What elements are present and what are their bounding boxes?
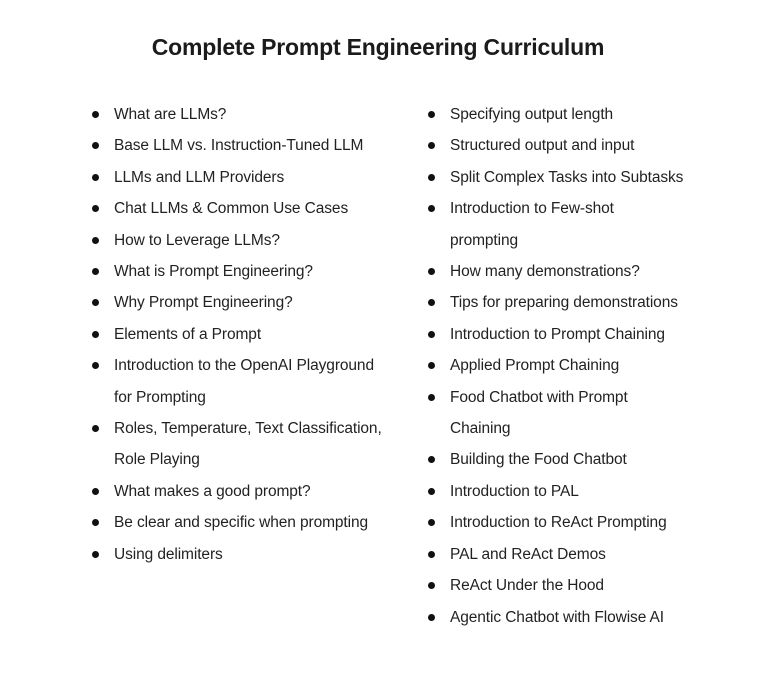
bullet-icon	[428, 331, 435, 338]
list-item-label: What is Prompt Engineering?	[114, 263, 313, 281]
page-title: Complete Prompt Engineering Curriculum	[151, 34, 605, 60]
list-item	[92, 130, 392, 161]
list-item-label: Elements of a Prompt	[114, 325, 262, 343]
bullet-icon	[92, 362, 99, 369]
list-item-label: What makes a good prompt?	[114, 482, 311, 500]
bullet-icon	[92, 299, 99, 306]
bullet-icon	[428, 488, 435, 495]
list-item-label: Why Prompt Engineering?	[114, 294, 293, 312]
list-item-label: Introduction to ReAct Prompting	[450, 514, 667, 532]
list-item-label: Structured output and input	[450, 137, 635, 155]
list-item	[428, 539, 758, 570]
list-item-label: Introduction to PAL	[450, 482, 579, 500]
curriculum-list-left	[92, 99, 392, 570]
bullet-icon	[428, 582, 435, 589]
bullet-icon	[428, 394, 435, 401]
list-item-label: Split Complex Tasks into Subtasks	[450, 168, 684, 186]
bullet-icon	[92, 268, 99, 275]
list-item-label: Roles, Temperature, Text Classification, Role Playing	[114, 420, 382, 469]
list-item-label: Specifying output length	[450, 106, 614, 123]
list-item-label: How to Leverage LLMs?	[114, 231, 280, 249]
bullet-icon	[428, 142, 435, 149]
bullet-icon	[428, 268, 435, 275]
list-item-label: Food Chatbot with Prompt Chaining	[450, 388, 628, 438]
list-item	[92, 319, 392, 350]
list-item	[92, 413, 392, 476]
list-item	[92, 476, 392, 507]
list-item	[428, 507, 758, 538]
list-item	[428, 287, 758, 318]
bullet-icon	[428, 519, 435, 526]
bullet-icon	[428, 551, 435, 558]
list-item-label: PAL and ReAct Demos	[450, 545, 606, 563]
bullet-icon	[428, 174, 435, 181]
list-item	[92, 350, 392, 413]
list-item	[92, 256, 392, 287]
list-item-label: How many demonstrations?	[450, 263, 640, 281]
list-item-label: What are LLMs?	[114, 106, 227, 123]
bullet-icon	[428, 299, 435, 306]
bullet-icon	[92, 142, 99, 149]
bullet-icon	[92, 205, 99, 212]
bullet-icon	[428, 456, 435, 463]
list-item-label: Be clear and specific when prompting	[114, 514, 369, 532]
list-item-label: LLMs and LLM Providers	[114, 168, 285, 186]
list-item	[92, 539, 392, 570]
list-item	[428, 382, 665, 445]
list-item	[428, 570, 758, 601]
bullet-icon	[92, 519, 99, 526]
bullet-icon	[428, 614, 435, 621]
bullet-icon	[92, 425, 99, 432]
list-item	[428, 193, 665, 256]
list-item	[428, 476, 758, 507]
bullet-icon	[428, 205, 435, 212]
list-item	[428, 256, 758, 287]
bullet-icon	[92, 488, 99, 495]
list-item	[428, 162, 758, 193]
list-item-label: Base LLM vs. Instruction-Tuned LLM	[114, 137, 364, 155]
bullet-icon	[92, 551, 99, 558]
list-item-label: Chat LLMs & Common Use Cases	[114, 200, 349, 218]
list-item-label: Introduction to Prompt Chaining	[450, 325, 665, 343]
curriculum-list-right	[428, 99, 758, 633]
bullet-icon	[92, 111, 99, 118]
list-item	[428, 130, 758, 161]
list-item-label: Introduction to the OpenAI Playground for Prompting	[114, 357, 374, 406]
list-item	[428, 99, 758, 130]
list-item	[92, 225, 392, 256]
list-item	[92, 193, 392, 224]
list-item	[92, 507, 392, 538]
bullet-icon	[92, 174, 99, 181]
list-item-label: Applied Prompt Chaining	[450, 357, 620, 375]
list-item-label: Building the Food Chatbot	[450, 451, 627, 469]
list-item-label: Introduction to Few-shot prompting	[450, 200, 614, 249]
bullet-icon	[92, 331, 99, 338]
list-item-label: ReAct Under the Hood	[450, 577, 604, 595]
bullet-icon	[428, 362, 435, 369]
list-item	[92, 99, 392, 130]
list-item	[428, 444, 758, 475]
list-item	[92, 162, 392, 193]
list-item-label: Agentic Chatbot with Flowise AI	[450, 608, 665, 626]
list-item	[428, 350, 758, 381]
list-item	[428, 319, 758, 350]
list-item-label: Tips for preparing demonstrations	[450, 294, 678, 312]
list-item	[428, 602, 758, 633]
bullet-icon	[92, 237, 99, 244]
list-item	[92, 287, 392, 318]
bullet-icon	[428, 111, 435, 118]
list-item-label: Using delimiters	[114, 545, 223, 563]
